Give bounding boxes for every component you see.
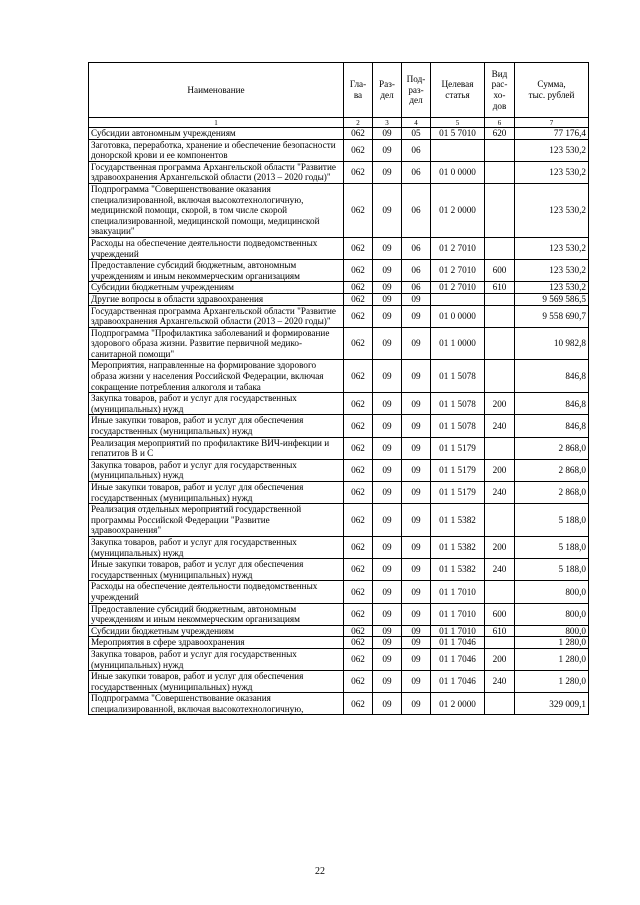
table-row [89,161,589,183]
row-statya: 01 1 7010 [431,625,485,637]
row-razdel: 09 [373,437,402,459]
row-razdel: 09 [373,360,402,393]
row-podrazdel: 09 [402,437,431,459]
row-razdel: 09 [373,128,402,140]
column-number: 4 [402,118,431,128]
row-vid [485,327,515,360]
row-glava: 062 [344,437,373,459]
row-podrazdel: 09 [402,625,431,637]
row-podrazdel: 09 [402,482,431,504]
row-razdel: 09 [373,183,402,237]
row-sum: 2 868,0 [515,459,589,481]
row-podrazdel: 09 [402,648,431,670]
row-vid: 620 [485,128,515,140]
table-row [89,260,589,282]
row-statya: 01 5 7010 [431,128,485,140]
table-row [89,282,589,294]
row-razdel: 09 [373,482,402,504]
row-glava: 062 [344,671,373,693]
row-name: Другие вопросы в области здравоохранения [89,293,344,305]
row-name: Государственная программа Архангельской области "Развитие здравоохранения Архангельской области (2013 – 2020 годы)" [89,161,344,183]
row-glava: 062 [344,282,373,294]
row-razdel: 09 [373,293,402,305]
column-number: 7 [515,118,589,128]
row-sum: 1 280,0 [515,671,589,693]
page-number: 22 [315,866,325,877]
row-podrazdel: 06 [402,183,431,237]
row-name: Иные закупки товаров, работ и услуг для обеспечения государственных (муниципальных) нужд [89,559,344,581]
row-podrazdel: 09 [402,504,431,537]
row-razdel: 09 [373,603,402,625]
row-statya: 01 2 0000 [431,183,485,237]
column-number: 1 [89,118,344,128]
row-glava: 062 [344,648,373,670]
row-statya: 01 1 5179 [431,459,485,481]
header-statya: Целевая статья [431,63,485,118]
row-vid: 200 [485,536,515,558]
row-name: Заготовка, переработка, хранение и обеспечение безопасности донорской крови и ее компонентов [89,139,344,161]
row-sum: 800,0 [515,625,589,637]
row-glava: 062 [344,603,373,625]
row-statya: 01 1 5382 [431,536,485,558]
table-row [89,625,589,637]
row-vid: 200 [485,459,515,481]
row-sum: 77 176,4 [515,128,589,140]
table-row [89,305,589,327]
row-statya: 01 1 7046 [431,648,485,670]
row-razdel: 09 [373,559,402,581]
row-razdel: 09 [373,581,402,603]
row-glava: 062 [344,393,373,415]
row-razdel: 09 [373,415,402,437]
row-vid: 600 [485,603,515,625]
row-glava: 062 [344,581,373,603]
row-podrazdel: 09 [402,293,431,305]
row-name: Субсидии бюджетным учреждениям [89,625,344,637]
row-name: Субсидии автономным учреждениям [89,128,344,140]
row-razdel: 09 [373,504,402,537]
row-glava: 062 [344,260,373,282]
row-vid [485,293,515,305]
row-podrazdel: 09 [402,327,431,360]
row-name: Реализация отдельных мероприятий государственной программы Российской Федерации "Развитие здравоохранения" [89,504,344,537]
row-razdel: 09 [373,671,402,693]
row-name: Субсидии бюджетным учреждениям [89,282,344,294]
row-statya: 01 1 7010 [431,581,485,603]
row-sum: 846,8 [515,415,589,437]
row-glava: 062 [344,693,373,715]
row-razdel: 09 [373,305,402,327]
row-glava: 062 [344,161,373,183]
row-sum: 5 188,0 [515,504,589,537]
table-row [89,415,589,437]
header-podrazdel: Под- раз- дел [402,63,431,118]
row-podrazdel: 09 [402,637,431,649]
row-razdel: 09 [373,260,402,282]
row-name: Иные закупки товаров, работ и услуг для обеспечения государственных (муниципальных) нужд [89,671,344,693]
row-name: Мероприятия в сфере здравоохранения [89,637,344,649]
row-vid [485,437,515,459]
row-name: Реализация мероприятий по профилактике ВИЧ-инфекции и гепатитов В и С [89,437,344,459]
table-row [89,637,589,649]
row-podrazdel: 09 [402,459,431,481]
row-sum: 10 982,8 [515,327,589,360]
row-sum: 846,8 [515,393,589,415]
row-glava: 062 [344,459,373,481]
row-vid [485,139,515,161]
table-row [89,128,589,140]
row-sum: 123 530,2 [515,161,589,183]
row-podrazdel: 09 [402,393,431,415]
table-row [89,603,589,625]
row-name: Предоставление субсидий бюджетным, автономным учреждениям и иным некоммерческим организациям [89,260,344,282]
row-statya: 01 2 7010 [431,282,485,294]
column-number: 2 [344,118,373,128]
table-row [89,536,589,558]
row-glava: 062 [344,536,373,558]
row-vid [485,693,515,715]
row-glava: 062 [344,559,373,581]
row-podrazdel: 06 [402,282,431,294]
row-glava: 062 [344,139,373,161]
row-name: Расходы на обеспечение деятельности подведомственных учреждений [89,237,344,259]
row-sum: 800,0 [515,603,589,625]
row-vid [485,237,515,259]
header-vid: Вид рас- хо- дов [485,63,515,118]
row-statya: 01 1 7010 [431,603,485,625]
row-vid: 200 [485,393,515,415]
header-razdel: Раз- дел [373,63,402,118]
row-statya: 01 1 7046 [431,637,485,649]
row-name: Иные закупки товаров, работ и услуг для обеспечения государственных (муниципальных) нужд [89,415,344,437]
header-name: Наименование [89,63,344,118]
row-name: Государственная программа Архангельской области "Развитие здравоохранения Архангельской области (2013 – 2020 годы)" [89,305,344,327]
row-vid: 240 [485,559,515,581]
table-row [89,671,589,693]
row-statya: 01 1 5078 [431,360,485,393]
row-podrazdel: 09 [402,305,431,327]
row-razdel: 09 [373,637,402,649]
row-vid [485,305,515,327]
row-name: Подпрограмма "Совершенствование оказания специализированной, включая высокотехнологичную, медицинской помощи, скорой, в том числе скорой специализированной, медицинской помощи, медицинской эвакуации" [89,183,344,237]
row-statya: 01 2 7010 [431,237,485,259]
row-name: Иные закупки товаров, работ и услуг для обеспечения государственных (муниципальных) нужд [89,482,344,504]
table-row [89,237,589,259]
budget-table [88,62,589,715]
row-sum: 9 558 690,7 [515,305,589,327]
row-sum: 123 530,2 [515,183,589,237]
row-name: Закупка товаров, работ и услуг для государственных (муниципальных) нужд [89,393,344,415]
row-razdel: 09 [373,536,402,558]
row-razdel: 09 [373,237,402,259]
row-vid [485,161,515,183]
table-row [89,437,589,459]
table-row [89,393,589,415]
table-row [89,327,589,360]
row-statya: 01 1 7046 [431,671,485,693]
table-row [89,459,589,481]
row-razdel: 09 [373,459,402,481]
table-row [89,482,589,504]
row-podrazdel: 09 [402,693,431,715]
row-sum: 9 569 586,5 [515,293,589,305]
row-vid [485,637,515,649]
row-statya [431,139,485,161]
row-sum: 329 009,1 [515,693,589,715]
row-name: Закупка товаров, работ и услуг для государственных (муниципальных) нужд [89,648,344,670]
row-name: Подпрограмма "Профилактика заболеваний и формирование здорового образа жизни. Развитие первичной медико-санитарной помощи" [89,327,344,360]
row-podrazdel: 05 [402,128,431,140]
column-number-row [89,118,589,128]
header-summa: Сумма, тыс. рублей [515,63,589,118]
row-statya: 01 1 5382 [431,504,485,537]
row-sum: 123 530,2 [515,237,589,259]
row-glava: 062 [344,360,373,393]
row-statya: 01 0 0000 [431,161,485,183]
row-razdel: 09 [373,693,402,715]
row-vid [485,360,515,393]
row-glava: 062 [344,293,373,305]
row-razdel: 09 [373,161,402,183]
row-sum: 1 280,0 [515,648,589,670]
row-podrazdel: 09 [402,559,431,581]
row-statya: 01 1 5078 [431,415,485,437]
row-vid: 240 [485,482,515,504]
row-statya: 01 1 5078 [431,393,485,415]
row-podrazdel: 09 [402,603,431,625]
row-name: Мероприятия, направленные на формирование здорового образа жизни у населения Российской Федерации, включая сокращение потребления алкоголя и табака [89,360,344,393]
row-sum: 5 188,0 [515,536,589,558]
row-podrazdel: 06 [402,237,431,259]
row-sum: 123 530,2 [515,260,589,282]
row-vid: 600 [485,260,515,282]
row-vid: 610 [485,282,515,294]
row-statya: 01 0 0000 [431,305,485,327]
row-sum: 5 188,0 [515,559,589,581]
table-body [89,128,589,715]
row-statya: 01 1 5179 [431,482,485,504]
row-name: Закупка товаров, работ и услуг для государственных (муниципальных) нужд [89,459,344,481]
row-vid: 610 [485,625,515,637]
row-podrazdel: 09 [402,581,431,603]
table-row [89,693,589,715]
row-razdel: 09 [373,327,402,360]
column-number: 3 [373,118,402,128]
row-glava: 062 [344,305,373,327]
column-number: 5 [431,118,485,128]
row-vid: 240 [485,415,515,437]
table-row [89,293,589,305]
row-podrazdel: 09 [402,536,431,558]
row-podrazdel: 09 [402,415,431,437]
table-row [89,139,589,161]
row-glava: 062 [344,504,373,537]
row-statya: 01 1 5382 [431,559,485,581]
row-glava: 062 [344,415,373,437]
row-sum: 2 868,0 [515,437,589,459]
row-glava: 062 [344,237,373,259]
row-sum: 846,8 [515,360,589,393]
column-number: 6 [485,118,515,128]
row-vid: 240 [485,671,515,693]
row-podrazdel: 09 [402,671,431,693]
row-glava: 062 [344,482,373,504]
row-statya [431,293,485,305]
row-sum: 123 530,2 [515,139,589,161]
table-row [89,360,589,393]
row-glava: 062 [344,128,373,140]
row-name: Расходы на обеспечение деятельности подведомственных учреждений [89,581,344,603]
row-sum: 800,0 [515,581,589,603]
row-podrazdel: 06 [402,260,431,282]
row-glava: 062 [344,637,373,649]
header-glava: Гла- ва [344,63,373,118]
row-statya: 01 1 0000 [431,327,485,360]
row-statya: 01 1 5179 [431,437,485,459]
row-vid: 200 [485,648,515,670]
table-row [89,504,589,537]
row-podrazdel: 06 [402,161,431,183]
row-vid [485,504,515,537]
table-row [89,648,589,670]
row-glava: 062 [344,625,373,637]
table-row [89,183,589,237]
row-glava: 062 [344,183,373,237]
row-statya: 01 2 7010 [431,260,485,282]
row-glava: 062 [344,327,373,360]
row-podrazdel: 06 [402,139,431,161]
table-row [89,581,589,603]
row-vid [485,183,515,237]
header-row [89,63,589,118]
row-razdel: 09 [373,282,402,294]
row-sum: 1 280,0 [515,637,589,649]
row-vid [485,581,515,603]
row-razdel: 09 [373,648,402,670]
row-name: Предоставление субсидий бюджетным, автономным учреждениям и иным некоммерческим организациям [89,603,344,625]
row-sum: 2 868,0 [515,482,589,504]
row-razdel: 09 [373,393,402,415]
row-statya: 01 2 0000 [431,693,485,715]
row-name: Подпрограмма "Совершенствование оказания специализированной, включая высокотехнологичную, [89,693,344,715]
row-sum: 123 530,2 [515,282,589,294]
row-podrazdel: 09 [402,360,431,393]
row-razdel: 09 [373,139,402,161]
table-row [89,559,589,581]
row-razdel: 09 [373,625,402,637]
row-name: Закупка товаров, работ и услуг для государственных (муниципальных) нужд [89,536,344,558]
